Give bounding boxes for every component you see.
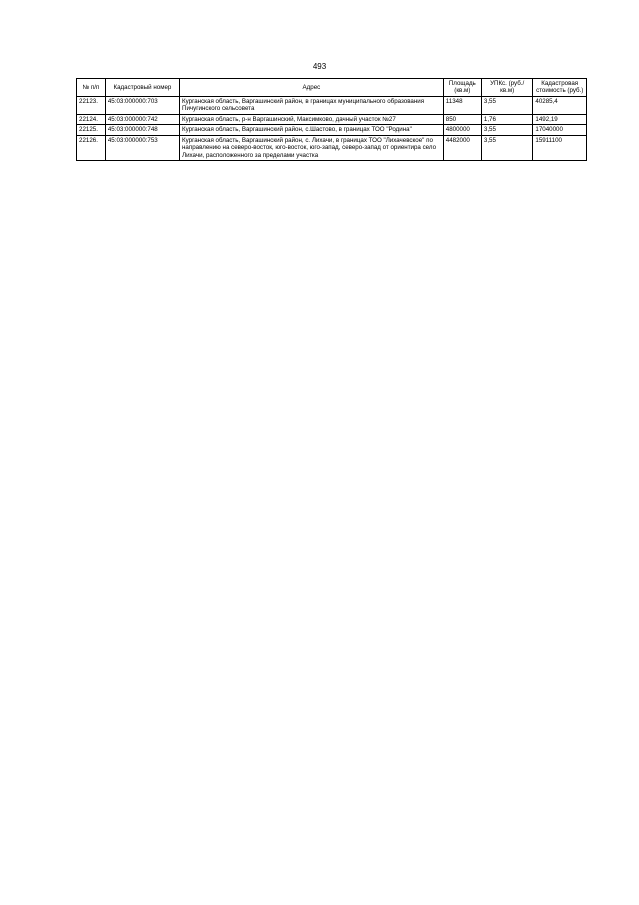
table-row: [77, 96, 587, 114]
table-header-row: [77, 79, 587, 97]
cadastral-table: [76, 78, 587, 161]
header-upks: УПКс. (руб./кв.м): [481, 79, 533, 97]
area: 850: [443, 114, 481, 124]
table-row: [77, 135, 587, 160]
header-cadastral-number: Кадастровый номер: [105, 79, 179, 97]
cadastral-number: 45:03:000000:753: [105, 135, 179, 160]
header-area: Площадь (кв.м): [443, 79, 481, 97]
address: Курганская область, р-н Варгашинский, Максимково, дачный участок №27: [180, 114, 444, 124]
cadastral-value: 1492,19: [533, 114, 587, 124]
upks: 3,55: [481, 135, 533, 160]
upks: 3,55: [481, 125, 533, 135]
area: 4482000: [443, 135, 481, 160]
row-number: 22124.: [77, 114, 106, 124]
address: Курганская область, Варгашинский район, с.Шастово, в границах ТОО "Родина": [180, 125, 444, 135]
area: 11348: [443, 96, 481, 114]
cadastral-value: 15911100: [533, 135, 587, 160]
cadastral-number: 45:03:000000:742: [105, 114, 179, 124]
address: Курганская область, Варгашинский район, в границах муниципального образования Пичугинского сельсовета: [180, 96, 444, 114]
header-address: Адрес: [180, 79, 444, 97]
cadastral-value: 40285,4: [533, 96, 587, 114]
table-row: [77, 125, 587, 135]
row-number: 22126.: [77, 135, 106, 160]
header-cadastral-value: Кадастровая стоимость (руб.): [533, 79, 587, 97]
row-number: 22123.: [77, 96, 106, 114]
cadastral-value: 17040000: [533, 125, 587, 135]
table-body: [77, 96, 587, 160]
row-number: 22125.: [77, 125, 106, 135]
cadastral-number: 45:03:000000:703: [105, 96, 179, 114]
header-number: № п/п: [77, 79, 106, 97]
area: 4800000: [443, 125, 481, 135]
cadastral-number: 45:03:000000:748: [105, 125, 179, 135]
upks: 1,76: [481, 114, 533, 124]
page-number: 493: [312, 62, 327, 71]
upks: 3,55: [481, 96, 533, 114]
table-row: [77, 114, 587, 124]
address: Курганская область, Варгашинский район, с. Лихачи, в границах ТОО "Лихачевское" по направлению на северо-восток, юго-восток, юго-запад, северо-запад от ориентира село Лихачи, расположенного за пределами участка: [180, 135, 444, 160]
